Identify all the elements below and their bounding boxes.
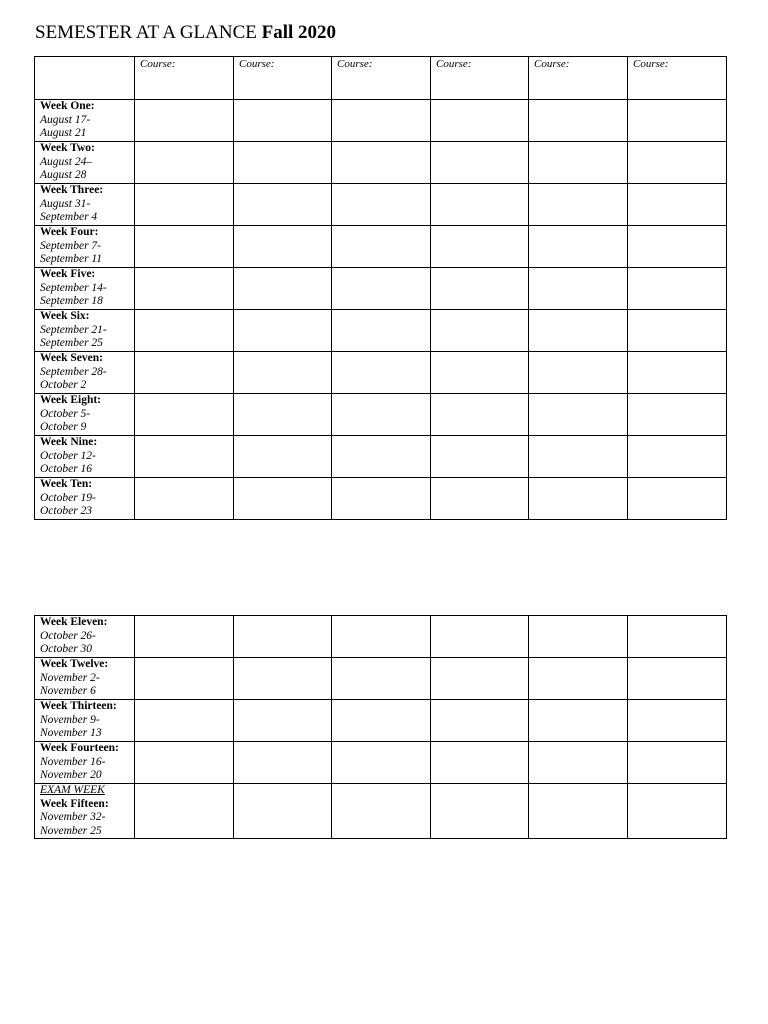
week-label-cell bbox=[35, 616, 135, 658]
week-row bbox=[35, 352, 727, 394]
course-entry-cell[interactable] bbox=[234, 436, 332, 478]
week-dates: September 18 bbox=[40, 295, 103, 307]
course-entry-cell[interactable] bbox=[135, 394, 234, 436]
course-entry-cell[interactable] bbox=[135, 100, 234, 142]
course-entry-cell[interactable] bbox=[431, 616, 529, 658]
course-entry-cell[interactable] bbox=[431, 268, 529, 310]
week-row bbox=[35, 142, 727, 184]
course-entry-cell[interactable] bbox=[529, 268, 628, 310]
course-entry-cell[interactable] bbox=[431, 742, 529, 784]
course-entry-cell[interactable] bbox=[234, 268, 332, 310]
course-entry-cell[interactable] bbox=[628, 784, 727, 839]
course-entry-cell[interactable] bbox=[332, 142, 431, 184]
week-name: Week Twelve: bbox=[40, 658, 109, 670]
week-row bbox=[35, 700, 727, 742]
course-entry-cell[interactable] bbox=[431, 100, 529, 142]
course-entry-cell[interactable] bbox=[431, 478, 529, 520]
week-dates: November 32- bbox=[40, 811, 106, 823]
course-entry-cell[interactable] bbox=[332, 616, 431, 658]
week-label-cell bbox=[35, 310, 135, 352]
week-name: Week Ten: bbox=[40, 478, 93, 490]
week-dates: October 23 bbox=[40, 505, 93, 517]
week-dates: October 16 bbox=[40, 463, 93, 475]
course-entry-cell[interactable] bbox=[332, 394, 431, 436]
course-entry-cell[interactable] bbox=[135, 310, 234, 352]
course-entry-cell[interactable] bbox=[431, 142, 529, 184]
course-entry-cell[interactable] bbox=[135, 184, 234, 226]
week-dates: November 25 bbox=[40, 824, 102, 837]
course-entry-cell[interactable] bbox=[628, 616, 727, 658]
week-dates: October 26- bbox=[40, 629, 96, 642]
week-label-cell bbox=[35, 742, 135, 784]
course-entry-cell[interactable] bbox=[431, 436, 529, 478]
week-dates: November 6 bbox=[40, 685, 96, 697]
course-entry-cell[interactable] bbox=[529, 658, 628, 700]
course-entry-cell[interactable] bbox=[628, 226, 727, 268]
course-entry-cell[interactable] bbox=[529, 436, 628, 478]
week-name: Week Eight: bbox=[40, 394, 102, 406]
course-entry-cell[interactable] bbox=[234, 394, 332, 436]
course-entry-cell[interactable] bbox=[135, 616, 234, 658]
course-entry-cell[interactable] bbox=[529, 478, 628, 520]
week-label-cell bbox=[35, 784, 135, 839]
week-dates: November 13 bbox=[40, 727, 102, 739]
course-entry-cell[interactable] bbox=[135, 700, 234, 742]
course-header: Course: bbox=[135, 57, 234, 100]
course-entry-cell[interactable] bbox=[431, 310, 529, 352]
week-label-cell bbox=[35, 184, 135, 226]
course-entry-cell[interactable] bbox=[135, 478, 234, 520]
week-label-cell bbox=[35, 352, 135, 394]
course-entry-cell[interactable] bbox=[529, 310, 628, 352]
course-entry-cell[interactable] bbox=[234, 310, 332, 352]
week-row bbox=[35, 226, 727, 268]
course-entry-cell[interactable] bbox=[431, 352, 529, 394]
course-entry-cell[interactable] bbox=[628, 184, 727, 226]
week-dates: September 28- bbox=[40, 365, 107, 378]
week-dates: August 31- bbox=[40, 197, 91, 210]
course-entry-cell[interactable] bbox=[628, 142, 727, 184]
course-entry-cell[interactable] bbox=[332, 310, 431, 352]
course-entry-cell[interactable] bbox=[431, 658, 529, 700]
week-dates: October 2 bbox=[40, 379, 87, 391]
course-header: Course: bbox=[332, 57, 431, 100]
week-note: EXAM WEEK bbox=[40, 784, 105, 796]
week-name: Week Two: bbox=[40, 142, 95, 154]
course-entry-cell[interactable] bbox=[332, 226, 431, 268]
course-header: Course: bbox=[628, 57, 727, 100]
week-dates: August 28 bbox=[40, 169, 87, 181]
course-entry-cell[interactable] bbox=[529, 700, 628, 742]
course-entry-cell[interactable] bbox=[332, 268, 431, 310]
week-dates: August 24– bbox=[40, 155, 93, 168]
week-row bbox=[35, 784, 727, 839]
schedule-table-top bbox=[34, 56, 727, 520]
course-entry-cell[interactable] bbox=[332, 478, 431, 520]
course-entry-cell[interactable] bbox=[135, 436, 234, 478]
course-entry-cell[interactable] bbox=[529, 100, 628, 142]
course-entry-cell[interactable] bbox=[529, 184, 628, 226]
course-entry-cell[interactable] bbox=[332, 742, 431, 784]
course-entry-cell[interactable] bbox=[135, 226, 234, 268]
week-name: Week Fourteen: bbox=[40, 742, 119, 754]
week-dates: September 14- bbox=[40, 281, 107, 294]
week-dates: September 11 bbox=[40, 253, 103, 265]
course-entry-cell[interactable] bbox=[332, 658, 431, 700]
header-row bbox=[35, 57, 727, 100]
course-entry-cell[interactable] bbox=[628, 478, 727, 520]
week-name: Week Six: bbox=[40, 310, 90, 322]
week-dates: October 19- bbox=[40, 491, 96, 504]
course-entry-cell[interactable] bbox=[234, 226, 332, 268]
week-label-cell bbox=[35, 436, 135, 478]
course-entry-cell[interactable] bbox=[234, 616, 332, 658]
course-entry-cell[interactable] bbox=[431, 700, 529, 742]
week-label-cell bbox=[35, 100, 135, 142]
page-title bbox=[35, 22, 336, 44]
week-row bbox=[35, 478, 727, 520]
course-entry-cell[interactable] bbox=[529, 742, 628, 784]
week-dates: November 9- bbox=[40, 713, 100, 726]
week-dates: September 7- bbox=[40, 239, 101, 252]
week-row bbox=[35, 742, 727, 784]
week-dates: September 4 bbox=[40, 211, 98, 223]
week-row bbox=[35, 436, 727, 478]
week-name: Week Five: bbox=[40, 268, 96, 280]
course-entry-cell[interactable] bbox=[234, 100, 332, 142]
course-entry-cell[interactable] bbox=[529, 226, 628, 268]
course-entry-cell[interactable] bbox=[332, 352, 431, 394]
course-entry-cell[interactable] bbox=[628, 352, 727, 394]
course-entry-cell[interactable] bbox=[332, 784, 431, 839]
week-name: Week Fifteen: bbox=[40, 797, 109, 810]
week-label-cell bbox=[35, 700, 135, 742]
course-entry-cell[interactable] bbox=[332, 436, 431, 478]
course-entry-cell[interactable] bbox=[529, 784, 628, 839]
course-entry-cell[interactable] bbox=[628, 310, 727, 352]
week-dates: October 9 bbox=[40, 421, 87, 433]
course-entry-cell[interactable] bbox=[234, 352, 332, 394]
course-entry-cell[interactable] bbox=[431, 394, 529, 436]
week-name: Week Thirteen: bbox=[40, 700, 117, 712]
course-entry-cell[interactable] bbox=[135, 352, 234, 394]
week-row bbox=[35, 268, 727, 310]
course-header: Course: bbox=[431, 57, 529, 100]
course-entry-cell[interactable] bbox=[135, 142, 234, 184]
course-entry-cell[interactable] bbox=[431, 784, 529, 839]
week-name: Week Eleven: bbox=[40, 616, 108, 628]
course-entry-cell[interactable] bbox=[628, 436, 727, 478]
week-dates: August 17- bbox=[40, 113, 91, 126]
week-dates: September 25 bbox=[40, 337, 103, 349]
course-entry-cell[interactable] bbox=[628, 268, 727, 310]
course-entry-cell[interactable] bbox=[135, 658, 234, 700]
course-entry-cell[interactable] bbox=[234, 478, 332, 520]
course-entry-cell[interactable] bbox=[234, 700, 332, 742]
course-entry-cell[interactable] bbox=[529, 616, 628, 658]
course-entry-cell[interactable] bbox=[628, 658, 727, 700]
course-entry-cell[interactable] bbox=[135, 742, 234, 784]
week-name: Week Three: bbox=[40, 184, 104, 196]
course-entry-cell[interactable] bbox=[529, 394, 628, 436]
week-dates: September 21- bbox=[40, 323, 107, 336]
course-entry-cell[interactable] bbox=[332, 700, 431, 742]
week-label-cell bbox=[35, 394, 135, 436]
course-entry-cell[interactable] bbox=[628, 394, 727, 436]
week-label-cell bbox=[35, 658, 135, 700]
course-entry-cell[interactable] bbox=[431, 226, 529, 268]
week-label-cell bbox=[35, 478, 135, 520]
course-entry-cell[interactable] bbox=[529, 142, 628, 184]
week-dates: November 20 bbox=[40, 769, 102, 781]
corner-cell bbox=[35, 57, 135, 100]
week-label-cell bbox=[35, 268, 135, 310]
week-row bbox=[35, 310, 727, 352]
week-row bbox=[35, 616, 727, 658]
week-row bbox=[35, 100, 727, 142]
course-entry-cell[interactable] bbox=[234, 658, 332, 700]
course-entry-cell[interactable] bbox=[234, 784, 332, 839]
title-term: Fall 2020 bbox=[261, 22, 337, 43]
week-row bbox=[35, 184, 727, 226]
course-header: Course: bbox=[529, 57, 628, 100]
course-entry-cell[interactable] bbox=[628, 700, 727, 742]
course-entry-cell[interactable] bbox=[431, 184, 529, 226]
course-entry-cell[interactable] bbox=[332, 100, 431, 142]
week-dates: November 2- bbox=[40, 671, 100, 684]
week-row bbox=[35, 658, 727, 700]
course-entry-cell[interactable] bbox=[135, 784, 234, 839]
week-dates: August 21 bbox=[40, 127, 87, 139]
course-entry-cell[interactable] bbox=[234, 184, 332, 226]
week-dates: October 5- bbox=[40, 407, 91, 420]
course-entry-cell[interactable] bbox=[332, 184, 431, 226]
week-dates: November 16- bbox=[40, 755, 106, 768]
week-row bbox=[35, 394, 727, 436]
week-name: Week Nine: bbox=[40, 436, 98, 448]
course-entry-cell[interactable] bbox=[628, 100, 727, 142]
week-dates: October 30 bbox=[40, 643, 93, 655]
course-entry-cell[interactable] bbox=[135, 268, 234, 310]
week-name: Week Seven: bbox=[40, 352, 103, 364]
course-entry-cell[interactable] bbox=[628, 742, 727, 784]
course-entry-cell[interactable] bbox=[234, 742, 332, 784]
title-prefix: SEMESTER AT A GLANCE bbox=[35, 22, 257, 43]
course-entry-cell[interactable] bbox=[529, 352, 628, 394]
week-label-cell bbox=[35, 142, 135, 184]
week-label-cell bbox=[35, 226, 135, 268]
course-header: Course: bbox=[234, 57, 332, 100]
course-entry-cell[interactable] bbox=[234, 142, 332, 184]
week-dates: October 12- bbox=[40, 449, 96, 462]
week-name: Week One: bbox=[40, 100, 95, 112]
week-name: Week Four: bbox=[40, 226, 99, 238]
schedule-table-bottom bbox=[34, 615, 727, 839]
